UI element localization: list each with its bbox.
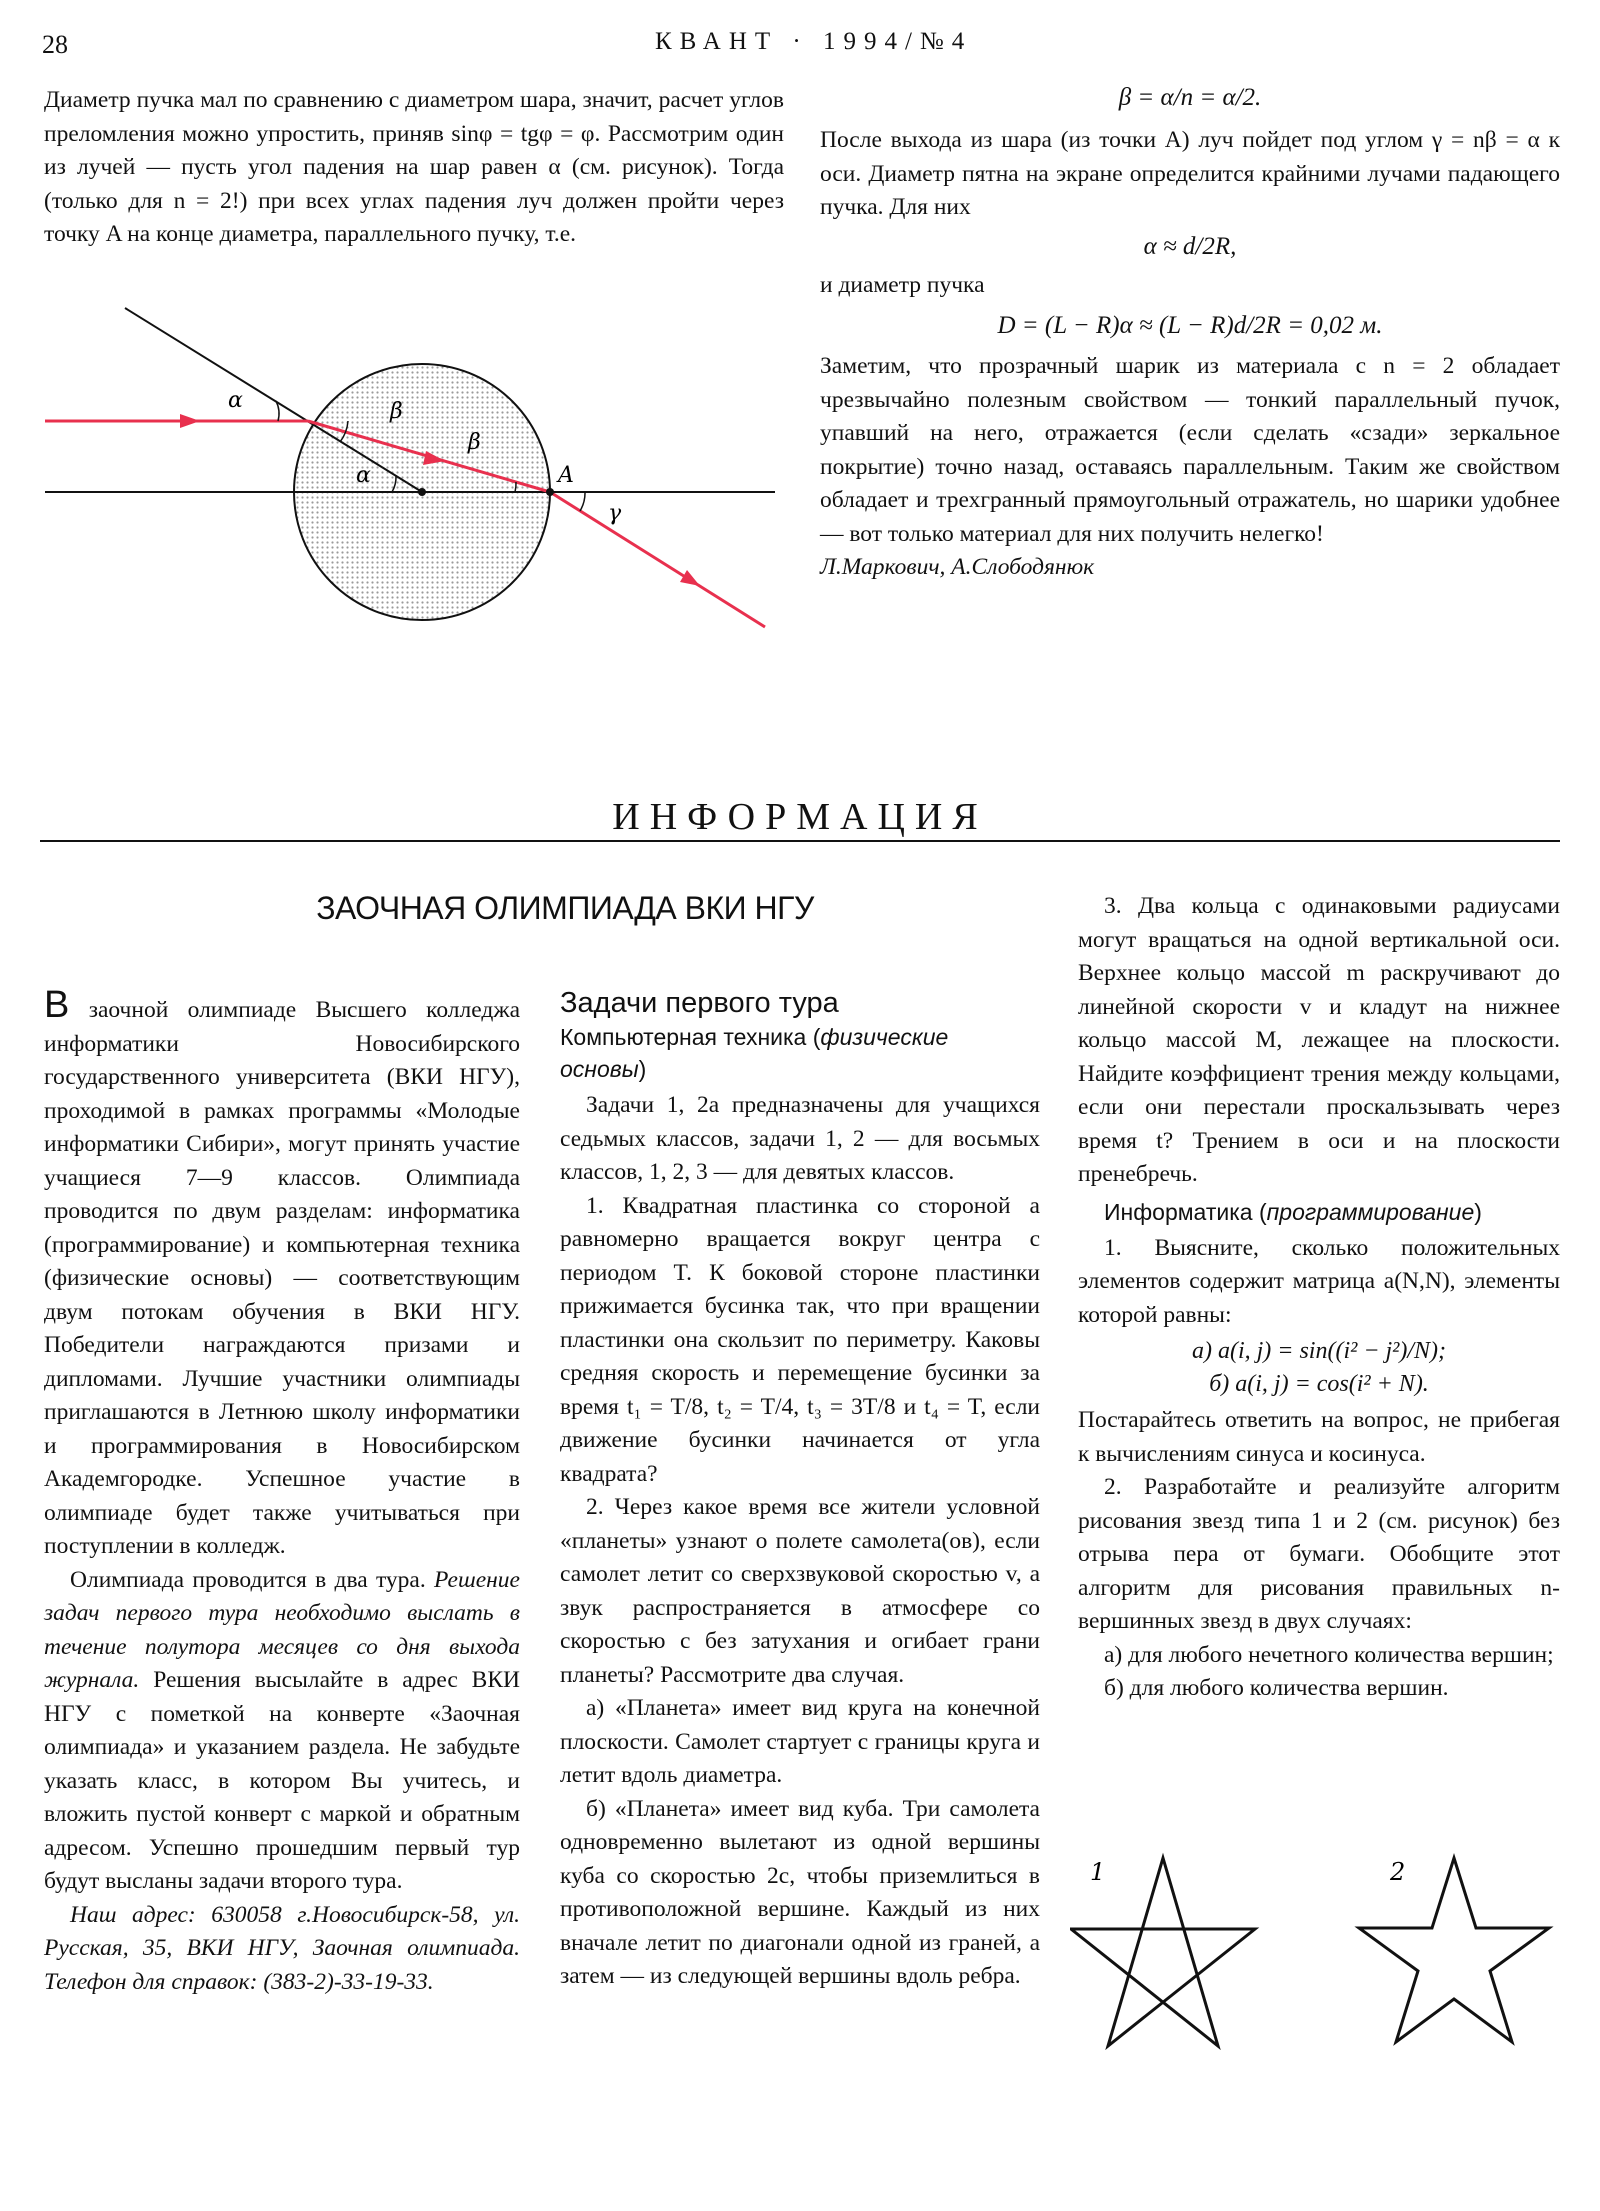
task-2: 2. Через какое время все жители условной «планеты» узнают о полете самолета(ов), если самолет летит со сверхзвуковой скоростью v, а звук распространяется в атмосфере со скоростью c без затухания и огибает грани планеты? Рассмотрите два случая. xyxy=(560,1494,1040,1688)
formula-alpha: α ≈ d/2R, xyxy=(1143,232,1237,260)
formula-b: б) a(i, j) = cos(i² + N). xyxy=(1209,1371,1429,1397)
inf-sub-a: Информатика ( xyxy=(1104,1198,1267,1225)
tasks-intro: Задачи 1, 2а предназначены для учащихся седьмых классов, задачи 1, 2 — для восьмых классов, 1, 2, 3 — для девятых классов. xyxy=(560,1092,1040,1185)
inf-task-1: 1. Выясните, сколько положительных элементов содержит матрица a(N,N), элементы которой равны: xyxy=(1078,1234,1560,1328)
point-a xyxy=(546,488,554,496)
label-beta-2: β xyxy=(468,430,481,455)
task-2b: б) «Планета» имеет вид куба. Три самолета одновременно вылетают из одной вершины куба со скоростью 2c, чтобы приземлиться в противоположной вершине. Каждый из них вначале летит по диагонали одной из граней, а затем — из следующей вершины вдоль ребра. xyxy=(560,1795,1040,1989)
formula-d: D = (L − R)α ≈ (L − R)d/2R = 0,02 м. xyxy=(997,312,1383,339)
section-title: ИНФОРМАЦИЯ xyxy=(612,796,988,838)
tasks-subheading xyxy=(560,1021,1040,1085)
inf-task-2: 2. Разработайте и реализуйте алгоритм рисования звезд типа 1 и 2 (см. рисунок) без отрыва пера от бумаги. Обобщите этот алгоритм для рисования правильных n-вершинных звезд в двух случаях: xyxy=(1078,1474,1560,1634)
task-2a: а) «Планета» имеет вид круга на конечной плоскости. Самолет стартует с границы круга и летит вдоль диаметра. xyxy=(560,1695,1040,1788)
col1-p1-text: заочной олимпиаде Высшего колледжа информатики Новосибирского государственного университета (ВКИ НГУ), проходимой в рамках программы «Молодые информатики Сибири», могут принять участие учащиеся 7—9 классов. Олимпиада проводится по двум разделам: информатика (программирование) и компьютерная техника (физические основы) — соответствующим двум потокам обучения в ВКИ НГУ. Победители награждаются призами и дипломами. Лучшие участники олимпиады приглашаются в Летнюю школу информатики и программирования в Новосибирском Академгородке. Успешное участие в олимпиаде будет также учитываться при поступлении в колледж. xyxy=(44,997,520,1559)
formula-beta: β = α/n = α/2. xyxy=(1118,84,1262,111)
note-paragraph: Заметим, что прозрачный шарик из материала с n = 2 обладает чрезвычайно полезным свойством — тонкий параллельный пучок, упавший на него, отражается (если сделать «сзади» зеркальное покрытие) точно назад, оставаясь параллельным. Таким же свойством обладает и трехгранный прямоугольный отражатель, но шарики удобнее — вот только материал для них получить нелегко! xyxy=(820,353,1560,547)
label-beta-1: β xyxy=(390,399,403,424)
star-2 xyxy=(1359,1858,1549,2042)
refraction-figure xyxy=(40,300,780,640)
informatics-subheading xyxy=(1078,1196,1560,1228)
arrow-3 xyxy=(680,570,700,586)
exit-paragraph: После выхода из шара (из точки A) луч пойдет под углом γ = nβ = α к оси. Диаметр пятна на экране определится крайними лучами падающего пучка. Для них xyxy=(820,127,1560,220)
sub-b: физические основы xyxy=(560,1024,949,1082)
stars-figure xyxy=(1070,1850,1560,2070)
col1-address: Наш адрес: 630058 г.Новосибирск-58, ул. Русская, 35, ВКИ НГУ, Заочная олимпиада. Телефон для справок: (383-2)-33-19-33. xyxy=(44,1901,520,1995)
label-alpha-1: α xyxy=(228,388,243,413)
col1-p2c: Решения высылайте в адрес ВКИ НГУ с пометкой на конверте «Заочная олимпиада» и указанием раздела. Не забудьте указать класс, в котором Вы учитесь, и вложить пустой конверт с маркой и обратным адресом. Успешно прошедшим первый тур будут высланы задачи второго тура. xyxy=(44,1667,520,1894)
sub-c: ) xyxy=(638,1056,647,1082)
col1-p2b: Решение задач первого тура необходимо выслать в течение полутора месяцев со дня выхода журнала. xyxy=(44,1566,520,1693)
inf-task-2b: б) для любого количества вершин. xyxy=(1104,1675,1449,1701)
column-3 xyxy=(1078,890,1560,1706)
article-title: ЗАОЧНАЯ ОЛИМПИАДА ВКИ НГУ xyxy=(316,890,814,926)
page-number: 28 xyxy=(42,30,68,59)
arrow-1 xyxy=(180,414,200,428)
center-dot xyxy=(418,488,426,496)
column-2 xyxy=(560,985,1040,1994)
task-3: 3. Два кольца с одинаковыми радиусами могут вращаться на одной вертикальной оси. Верхнее кольцо массой m раскручивают до линейной скорости v и кладут на нижнее кольцо массой M, лежащее на плоскости. Найдите коэффициент трения между кольцами, если они перестали проскальзывать через время t? Трением в оси и на плоскости пренебречь. xyxy=(1078,893,1560,1187)
formula-a: а) a(i, j) = sin((i² − j²)/N); xyxy=(1191,1338,1447,1364)
tasks-heading: Задачи первого тура xyxy=(560,987,839,1019)
intro-paragraph: Диаметр пучка мал по сравнению с диаметром шара, значит, расчет углов преломления можно упростить, приняв sinφ = tgφ = φ. Рассмотрим один из лучей — пусть угол падения на шар равен α (см. рисунок). Тогда (только для n = 2!) при всех углах падения луч должен пройти через точку A на конце диаметра, параллельного пучку, т.е. xyxy=(44,87,784,247)
col1-paragraph-1 xyxy=(44,984,520,1564)
sub-a: Компьютерная техника ( xyxy=(560,1024,821,1050)
section-rule xyxy=(40,840,1560,842)
col1-paragraph-2 xyxy=(44,1564,520,1899)
column-1 xyxy=(44,984,520,1999)
exit-ray xyxy=(550,492,765,627)
dropcap: В xyxy=(44,984,70,1026)
task-1: 1. Квадратная пластинка со стороной a равномерно вращается вокруг центра с периодом T. К боковой стороне пластинки прижимается бусинка так, что при вращении пластинки она скользит по периметру. Каковы средняя скорость и перемещение бусинки за время t₁ = T/8, t₂ = T/4, t₃ = 3T/8 и t₄ = T, если движение бусинки начинается от угла квадрата? xyxy=(560,1192,1040,1487)
label-alpha-2: α xyxy=(356,463,371,488)
inf-sub-b: программирование xyxy=(1266,1198,1475,1225)
label-gamma: γ xyxy=(608,501,622,526)
inf-task-2a: а) для любого нечетного количества вершин; xyxy=(1104,1641,1554,1668)
star2-label: 2 xyxy=(1390,1858,1406,1886)
col1-p2a: Олимпиада проводится в два тура. xyxy=(70,1566,435,1593)
label-point-a: A xyxy=(558,463,574,488)
beam-label: и диаметр пучка xyxy=(820,271,985,298)
journal-title: КВАНТ · 1994/№4 xyxy=(655,28,973,55)
inf-note: Постарайтесь ответить на вопрос, не прибегая к вычислениям синуса и косинуса. xyxy=(1078,1407,1560,1467)
star1-label: 1 xyxy=(1090,1858,1106,1886)
top-left-text xyxy=(44,84,784,252)
authors: Л.Маркович, А.Слободянюк xyxy=(820,554,1095,580)
star-1 xyxy=(1071,1858,1255,2046)
inf-sub-c: ) xyxy=(1474,1198,1482,1225)
top-right-text xyxy=(820,84,1560,585)
